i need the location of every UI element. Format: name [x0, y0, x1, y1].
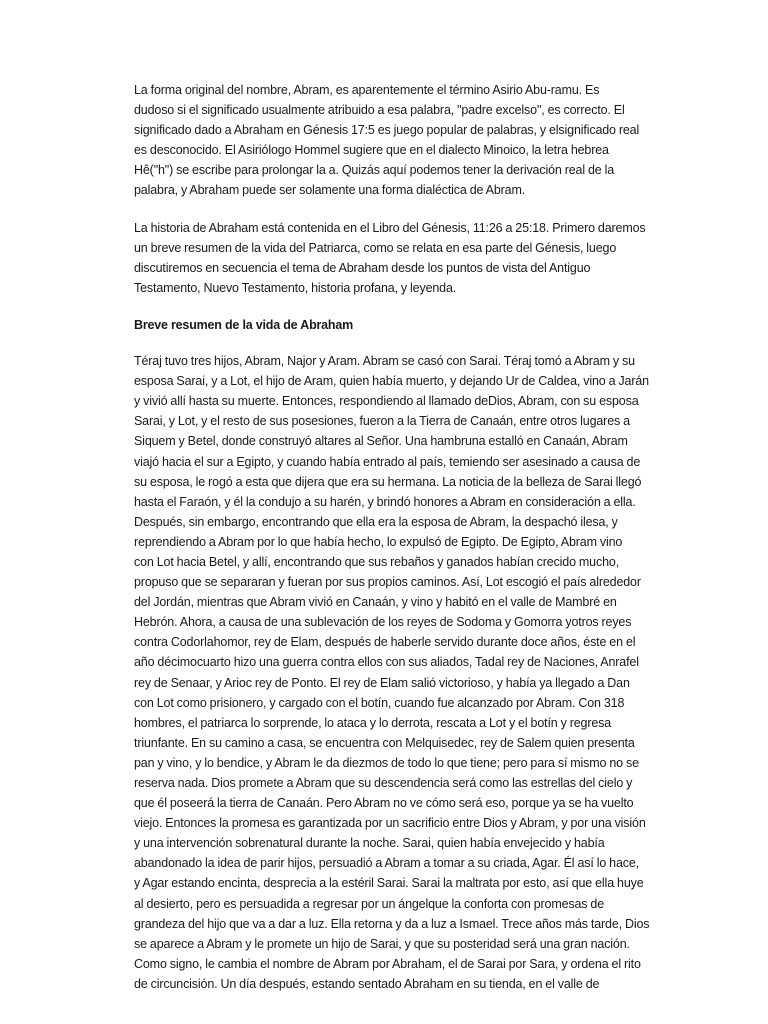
text-line: rey de Senaar, y Arioc rey de Ponto. El rey de Elam salió victorioso, y había ya llegado a Dan	[134, 675, 630, 690]
text-line: con Lot como prisionero, y cargado con el botín, cuando fue alcanzado por Abram. Con 318	[134, 695, 625, 710]
text-line: al desierto, pero es persuadida a regresar por un ángelque la conforta con promesas de	[134, 896, 605, 911]
text-line: La forma original del nombre, Abram, es aparentemente el término Asirio Abu-ramu. Es	[134, 83, 600, 97]
text-line: se aparece a Abram y le promete un hijo de Sarai, y que su posteridad será una gran nación.	[134, 936, 630, 951]
paragraph-name-origin	[134, 80, 638, 201]
text-line: La historia de Abraham está contenida en el Libro del Génesis, 11:26 a 25:18. Primero daremos	[134, 220, 646, 235]
text-line: reserva nada. Dios promete a Abram que su descendencia será como las estrellas del cielo y	[134, 776, 633, 790]
text-line: esposa Sarai, y a Lot, el hijo de Aram, quien había muerto, y dejando Ur de Caldea, vino a Jarán	[134, 374, 649, 389]
text-line: su esposa, le rogó a esta que dijera que era su hermana. La noticia de la belleza de Sarai llegó	[134, 474, 642, 489]
text-line: Siquem y Betel, donde construyó altares al Señor. Una hambruna estalló en Canaán, Abram	[134, 434, 628, 449]
text-line: triunfante. En su camino a casa, se encuentra con Melquisedec, rey de Salem quien presenta	[134, 735, 635, 750]
text-line: y Agar estando encinta, desprecia a la estéril Sarai. Sarai la maltrata por esto, así que ella huye	[134, 876, 644, 891]
text-line: Como signo, le cambia el nombre de Abram por Abraham, el de Sarai por Sara, y ordena el rito	[134, 956, 641, 971]
text-line: contra Codorlahomor, rey de Elam, después de haberle servido durante doce años, éste en el	[134, 635, 636, 650]
text-line: Después, sin embargo, encontrando que ella era la esposa de Abram, la despachó ilesa, y	[134, 514, 618, 529]
document-body	[134, 80, 650, 1011]
text-line: es desconocido. El Asiriólogo Hommel sugiere que en el dialecto Minoico, la letra hebrea	[134, 143, 609, 158]
text-line: Hê("h") se escribe para prolongar la a. Quizás aquí podemos tener la derivación real de la	[134, 163, 615, 178]
section-heading: Breve resumen de la vida de Abraham	[134, 317, 354, 332]
text-line: y una intervención sobrenatural durante la noche. Sarai, quien había envejecido y había	[134, 836, 605, 851]
text-line: Téraj tuvo tres hijos, Abram, Najor y Aram. Abram se casó con Sarai. Téraj tomó a Abram y su	[134, 354, 635, 369]
text-line: de circuncisión. Un día después, estando sentado Abraham en su tienda, en el valle de	[134, 976, 600, 991]
text-line: propuso que se separaran y fueran por sus propios caminos. Así, Lot escogió el país alrededor	[134, 575, 641, 590]
text-line: un breve resumen de la vida del Patriarca, como se relata en esa parte del Génesis, luego	[134, 240, 617, 255]
text-line: viejo. Entonces la promesa es garantizada por un sacrificio entre Dios y Abram, y por una visión	[134, 816, 646, 831]
text-line: dudoso si el significado usualmente atribuido a esa palabra, "padre excelso", es correcto. El	[134, 103, 625, 118]
text-line: viajó hacia el sur a Egipto, y cuando había entrado al país, temiendo ser asesinado a causa de	[134, 454, 641, 469]
paragraph-history-intro	[134, 218, 646, 298]
paragraph-life-summary	[134, 351, 650, 994]
text-line: abandonado la idea de parir hijos, persuadió a Abram a tomar a su criada, Agar. Él así lo hace,	[134, 856, 639, 871]
text-line: año décimocuarto hizo una guerra contra ellos con sus aliados, Tadal rey de Naciones, Anrafel	[134, 655, 639, 670]
text-line: Testamento, Nuevo Testamento, historia profana, y leyenda.	[134, 280, 457, 295]
text-line: que él poseerá la tierra de Canaán. Pero Abram no ve cómo será eso, porque ya se ha vuelto	[134, 796, 634, 811]
text-line: palabra, y Abraham puede ser solamente una forma dialéctica de Abram.	[134, 183, 526, 198]
text-line: Hebrón. Ahora, a causa de una sublevación de los reyes de Sodoma y Gomorra yotros reyes	[134, 615, 632, 630]
text-line: hasta el Faraón, y él la condujo a su harén, y brindó honores a Abram en consideración a ella.	[134, 494, 636, 509]
text-line: con Lot hacia Betel, y allí, encontrando que sus rebaños y ganados habían crecido mucho,	[134, 554, 620, 569]
text-line: del Jordán, mientras que Abram vivió en Canaán, y vino y habitó en el valle de Mambré en	[134, 595, 617, 610]
text-line: reprendiendo a Abram por lo que había hecho, lo expulsó de Egipto. De Egipto, Abram vino	[134, 534, 623, 549]
text-line: y vivió allí hasta su muerte. Entonces, respondiendo al llamado deDios, Abram, con su esposa	[134, 394, 639, 409]
text-line: hombres, el patriarca lo sorprende, lo ataca y lo derrota, rescata a Lot y el botín y regresa	[134, 715, 612, 730]
text-line: pan y vino, y lo bendice, y Abram le da diezmos de todo lo que tiene; pero para sí mismo no se	[134, 755, 639, 770]
text-line: grandeza del hijo que va a dar a luz. Ella retorna y da a luz a Ismael. Trece años más tarde, Dios	[134, 916, 650, 931]
text-line: significado dado a Abraham en Génesis 17:5 es juego popular de palabras, y elsignificado real	[134, 123, 640, 138]
text-line: discutiremos en secuencia el tema de Abraham desde los puntos de vista del Antiguo	[134, 260, 591, 275]
text-line: Sarai, y Lot, y el resto de sus posesiones, fueron a la Tierra de Canaán, entre otros lugares a	[134, 414, 630, 429]
